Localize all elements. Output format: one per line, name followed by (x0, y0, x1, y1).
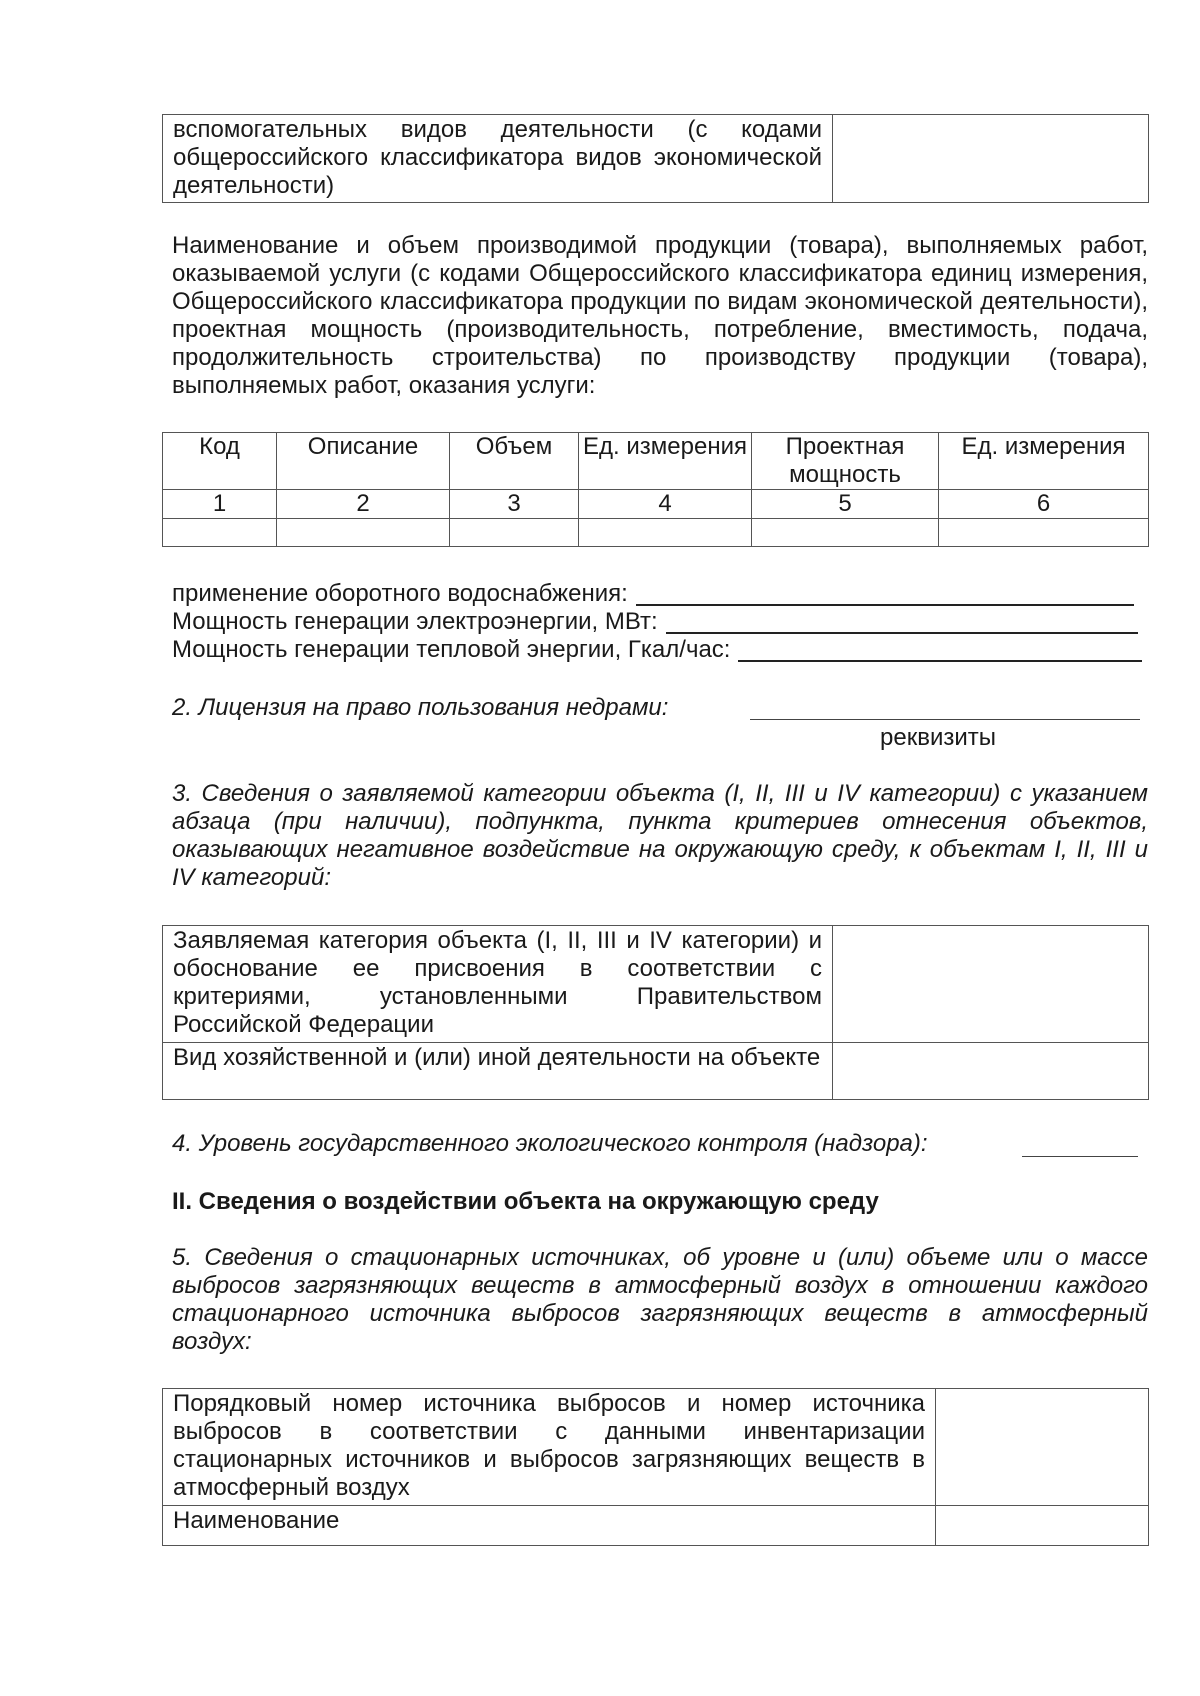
declared-category-value[interactable] (833, 926, 1149, 1043)
table-cell[interactable] (163, 519, 277, 547)
table-cell[interactable] (579, 519, 752, 547)
electric-power-label: Мощность генерации электроэнергии, МВт: (172, 608, 658, 635)
column-number: 3 (450, 490, 579, 519)
heat-power-label: Мощность генерации тепловой энергии, Гкал/час: (172, 636, 731, 663)
table-row (163, 1506, 1149, 1546)
category-table-wrapper (162, 925, 1148, 1100)
source-number-label: Порядковый номер источника выбросов и номер источника выбросов в соответствии с данными инвентаризации стационарных источников и выбросов загрязняющих веществ в атмосферный воздух (163, 1389, 936, 1506)
table-cell[interactable] (450, 519, 579, 547)
header-code: Код (163, 433, 277, 490)
emissions-table-wrapper (162, 1388, 1148, 1546)
aux-activities-table (162, 114, 1149, 203)
table-row (163, 1043, 1149, 1100)
table-cell[interactable] (752, 519, 939, 547)
table-cell[interactable] (939, 519, 1149, 547)
aux-activities-table-wrapper (162, 114, 1148, 203)
header-volume: Объем (450, 433, 579, 490)
license-label: 2. Лицензия на право пользования недрами: (172, 694, 669, 721)
activity-type-value[interactable] (833, 1043, 1149, 1100)
category-paragraph: 3. Сведения о заявляемой категории объекта (I, II, III и IV категории) с указанием абзаца (при наличии), подпункта, пункта критериев отнесения объектов, оказывающих негативное воздействие на окружающую среду, к объектам I, II, III и IV категорий: (172, 780, 1148, 891)
electric-power-field[interactable] (666, 608, 1138, 634)
column-number: 2 (277, 490, 450, 519)
production-table-number-row (163, 490, 1149, 519)
license-field[interactable] (750, 718, 1140, 720)
column-number: 4 (579, 490, 752, 519)
header-capacity-unit: Ед. измерения (939, 433, 1149, 490)
category-table (162, 925, 1149, 1100)
table-cell[interactable] (277, 519, 450, 547)
emissions-paragraph: 5. Сведения о стационарных источниках, об уровне и (или) объеме или о массе выбросов загрязняющих веществ в атмосферный воздух в отношении каждого стационарного источника выбросов загрязняющих веществ в атмосферный воздух: (172, 1244, 1148, 1355)
header-unit: Ед. измерения (579, 433, 752, 490)
control-level-field[interactable] (1022, 1155, 1138, 1157)
column-number: 1 (163, 490, 277, 519)
aux-activities-value[interactable] (833, 115, 1149, 203)
recycled-water-field[interactable] (636, 580, 1134, 606)
production-table-wrapper (162, 432, 1148, 547)
heat-power-field[interactable] (738, 636, 1142, 662)
production-table (162, 432, 1149, 547)
declared-category-label: Заявляемая категория объекта (I, II, III и IV категории) и обоснование ее присвоения в соответствии с критериями, установленными Правительством Российской Федерации (163, 926, 833, 1043)
name-label: Наименование (163, 1506, 936, 1546)
recycled-water-label: применение оборотного водоснабжения: (172, 580, 628, 607)
table-row (163, 519, 1149, 547)
name-value[interactable] (936, 1506, 1149, 1546)
emissions-table (162, 1388, 1149, 1546)
aux-activities-label: вспомогательных видов деятельности (с кодами общероссийского классификатора видов экономической деятельности) (163, 115, 833, 203)
license-caption: реквизиты (880, 724, 997, 751)
table-row (163, 115, 1149, 203)
source-number-value[interactable] (936, 1389, 1149, 1506)
table-row (163, 926, 1149, 1043)
electric-power-line (172, 608, 1138, 636)
production-table-header-row (163, 433, 1149, 490)
heat-power-line (172, 636, 1142, 664)
section-heading: II. Сведения о воздействии объекта на окружающую среду (172, 1188, 879, 1215)
production-paragraph: Наименование и объем производимой продукции (товара), выполняемых работ, оказываемой услуги (с кодами Общероссийского классификатора единиц измерения, Общероссийского классификатора продукции по видам экономической деятельности), проектная мощность (производительность, потребление, вместимость, подача, продолжительность строительства) по производству продукции (товара), выполняемых работ, оказания услуги: (172, 232, 1148, 399)
activity-type-label: Вид хозяйственной и (или) иной деятельности на объекте (163, 1043, 833, 1100)
header-design-capacity: Проектная мощность (752, 433, 939, 490)
column-number: 6 (939, 490, 1149, 519)
header-description: Описание (277, 433, 450, 490)
column-number: 5 (752, 490, 939, 519)
recycled-water-line (172, 580, 1134, 608)
table-row (163, 1389, 1149, 1506)
control-level-label: 4. Уровень государственного экологического контроля (надзора): (172, 1130, 928, 1157)
